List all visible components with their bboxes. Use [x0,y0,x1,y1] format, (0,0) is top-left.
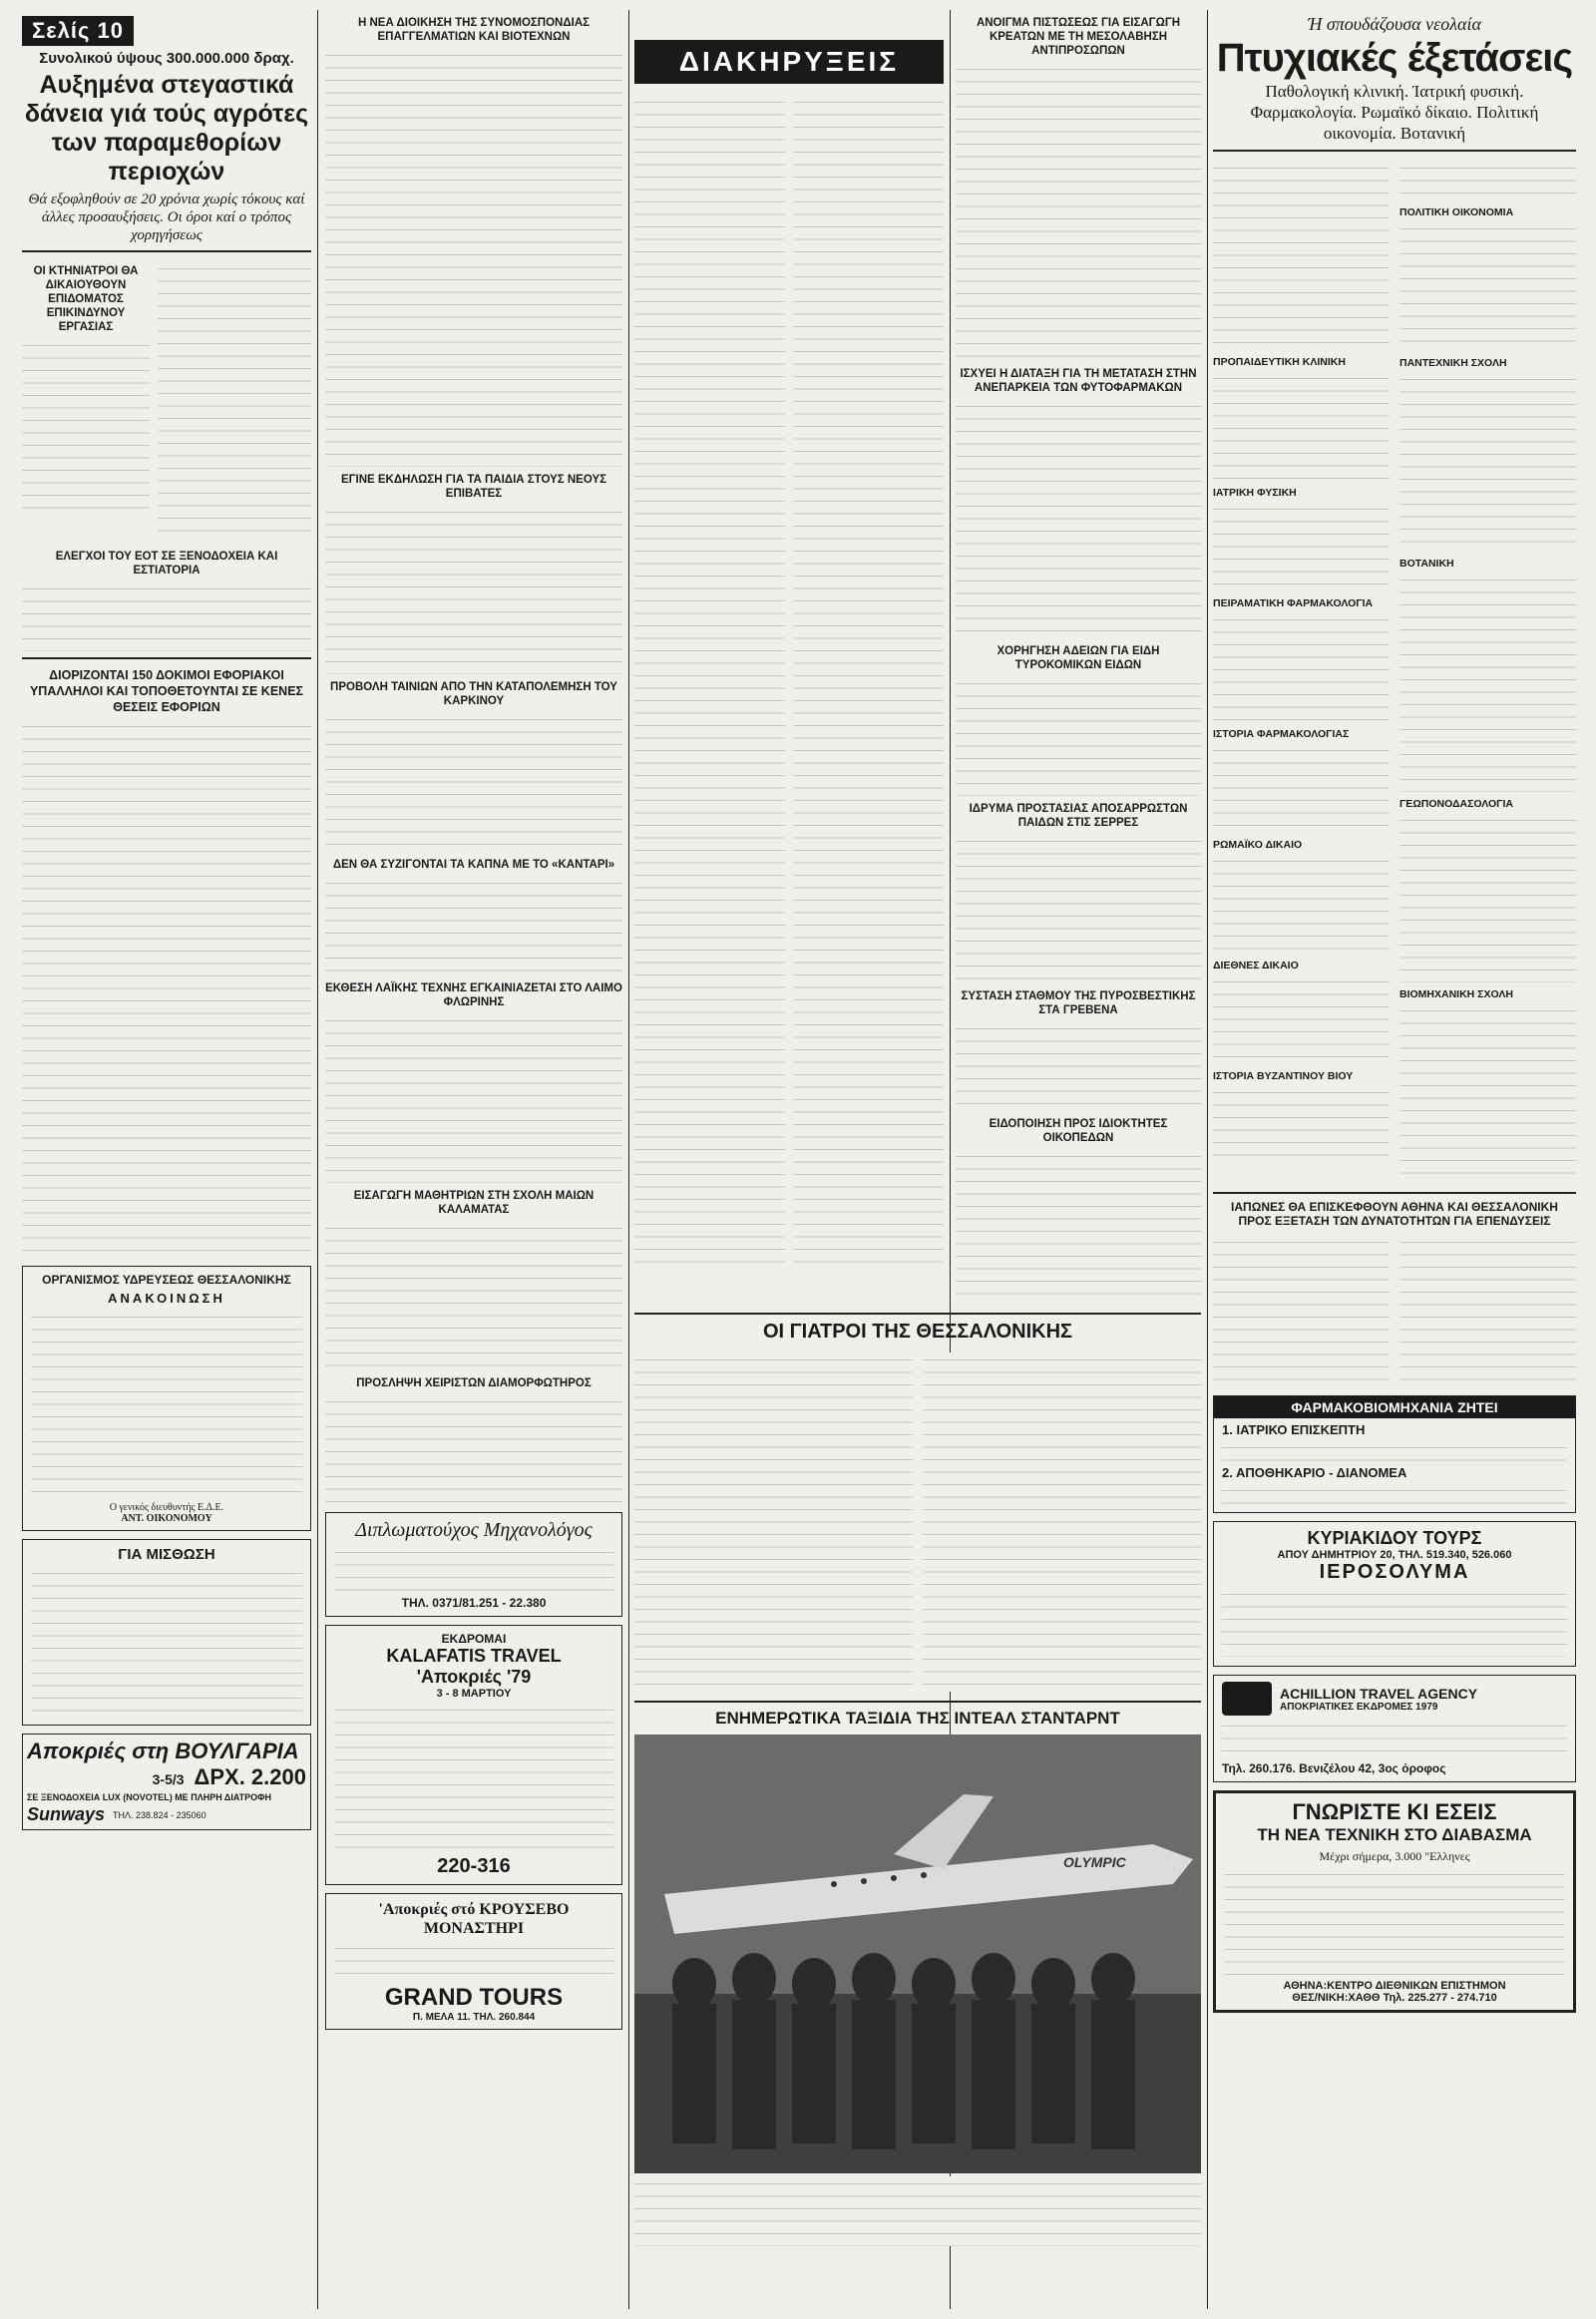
article-body [1399,161,1576,200]
article-headline: ΠΡΟΒΟΛΗ ΤΑΙΝΙΩΝ ΑΠΟ ΤΗΝ ΚΑΤΑΠΟΛΕΜΗΣΗ ΤΟΥ ΚΑΡΚΙΝΟΥ [330,681,617,707]
plane-label: OLYMPIC [1063,1854,1126,1870]
column-rule [1207,10,1208,2309]
photo-caption [634,2176,1201,2246]
ad-body [334,1941,613,1981]
notice-title: ΟΡΓΑΝΙΣΜΟΣ ΥΔΡΕΥΣΕΩΣ ΘΕΣΣΑΛΟΝΙΚΗΣ [42,1273,291,1287]
ad-item: 1. ΙΑΤΡΙΚΟ ΕΠΙΣΚΕΠΤΗ [1222,1422,1366,1437]
ad-phone: ΘΕΣ/ΝΙΚΗ:ΧΑΘΘ Τηλ. 225.277 - 274.710 [1292,1992,1497,2004]
article-body [325,48,622,467]
article-headline: ΠΡΟΣΛΗΨΗ ΧΕΙΡΙΣΤΩΝ ΔΙΑΜΟΡΦΩΤΗΡΟΣ [356,1377,592,1389]
ad-price: ΔΡΧ. 2.200 [194,1764,306,1789]
ad-item: 2. ΑΠΟΘΗΚΑΡΙΟ - ΔΙΑΝΟΜΕΑ [1222,1465,1407,1480]
ad-brand: GRAND TOURS [384,1984,564,2011]
ad-title: 'Αποκριές στό ΚΡΟΥΣΕΒΟ ΜΟΝΑΣΤΗΡΙ [378,1901,570,1937]
article-body [1213,1235,1390,1384]
ad-subtitle: ΤΗ ΝΕΑ ΤΕΧΝΙΚΗ ΣΤΟ ΔΙΑΒΑΣΜΑ [1257,1825,1532,1844]
article-headline: ΑΝΟΙΓΜΑ ΠΙΣΤΩΣΕΩΣ ΓΙΑ ΕΙΣΑΓΩΓΗ ΚΡΕΑΤΩΝ ΜΕ ΤΗ ΜΕΣΟΛΑΒΗΣΗ ΑΝΤΙΠΡΟΣΩΠΩΝ [976,17,1181,57]
article-body [1213,854,1390,954]
ad-count: Μέχρι σήμερα, 3.000 "Ελληνες [1319,1849,1470,1863]
divider [22,657,311,659]
article-body [956,676,1201,796]
article-headline: ΕΙΔΟΠΟΙΗΣΗ ΠΡΟΣ ΙΔΙΟΚΤΗΤΕΣ ΟΙΚΟΠΕΔΩΝ [989,1118,1168,1144]
doctors-directory [634,1307,1201,2249]
article-headline: ΔΕΝ ΘΑ ΣΥΖΙΓΟΝΤΑΙ ΤΑ ΚΑΠΝΑ ΜΕ ΤΟ «ΚΑΝΤΑΡΙ» [332,859,615,871]
article-headline: ΣΥΣΤΑΣΗ ΣΤΑΘΜΟΥ ΤΗΣ ΠΥΡΟΣΒΕΣΤΙΚΗΣ ΣΤΑ ΓΡΕΒΕΝΑ [961,990,1196,1016]
article-body [1213,161,1390,350]
ad-achillion [1213,1675,1576,1782]
section-subhead: ΙΑΤΡΙΚΗ ΦΥΣΙΚΗ [1213,487,1297,499]
article-body [325,1013,622,1183]
ad-date: 3 - 8 ΜΑΡΤΙΟΥ [436,1688,512,1700]
article-body [1213,1085,1390,1165]
plane-icon [634,1735,1201,2173]
article-headline: ΟΙ ΚΤΗΝΙΑΤΡΟΙ ΘΑ ΔΙΚΑΙΟΥΘΟΥΝ ΕΠΙΔΟΜΑΤΟΣ ΕΠΙΚΙΝΔΥΝΟΥ ΕΡΓΑΣΙΑΣ [33,265,139,333]
ad-title: ΦΑΡΜΑΚΟΒΙΟΜΗΧΑΝΙΑ ΖΗΤΕΙ [1214,1396,1575,1418]
ad-reading [1213,1790,1576,2013]
ad-body [1222,1719,1567,1758]
article-body [1213,502,1390,591]
kicker: Ή σπουδάζουσα νεολαία [1308,14,1481,34]
ad-destination: ΙΕΡΟΣΟΛΥΜΑ [1319,1561,1470,1583]
article-body [1399,221,1576,351]
article-body [1213,974,1390,1064]
article-body [956,1149,1201,1299]
page-logo: Σελίς 10 [22,16,311,46]
notice-signature: Ο γενικός διευθυντής Ε.Δ.Ε. [109,1502,224,1513]
section-subhead: ΔΙΕΘΝΕΣ ΔΙΚΑΙΟ [1213,960,1299,971]
article-body [956,399,1201,638]
divider [1213,1192,1576,1194]
section-subhead: ΙΣΤΟΡΙΑ ΦΑΡΜΑΚΟΛΟΓΙΑΣ [1213,728,1350,740]
ad-phone: 220-316 [437,1855,511,1877]
article-headline: ΙΔΡΥΜΑ ΠΡΟΣΤΑΣΙΑΣ ΑΠΟΣΑΡΡΩΣΤΩΝ ΠΑΙΔΩΝ ΣΤΙΣ ΣΕΡΡΕΣ [969,803,1188,829]
ad-footer: ΑΘΗΝΑ:ΚΕΝΤΡΟ ΔΙΕΘΝΙΚΩΝ ΕΠΙΣΤΗΜΟΝ [1283,1980,1506,1992]
exams-article [1213,158,1576,1186]
side-article [22,258,150,544]
ad-body [1222,1587,1567,1657]
article-headline: ΧΟΡΗΓΗΣΗ ΑΔΕΙΩΝ ΓΙΑ ΕΙΔΗ ΤΥΡΟΚΟΜΙΚΩΝ ΕΙΔΩΝ [997,645,1160,671]
article-body [1399,813,1576,982]
article-headline: ΕΓΙΝΕ ΕΚΔΗΛΩΣΗ ΓΙΑ ΤΑ ΠΑΙΔΙΑ ΣΤΟΥΣ ΝΕΟΥΣ ΕΠΙΒΑΤΕΣ [340,474,607,500]
intea-title: ΕΝΗΜΕΡΩΤΙΚΑ ΤΑΞΙΔΙΑ ΤΗΣ ΙΝΤΕΑΛ ΣΤΑΝΤΑΡΝΤ [715,1709,1120,1728]
divider [22,250,311,252]
notice-body [31,1310,302,1499]
notice-box [22,1266,311,1531]
ad-kalafatis [325,1625,622,1885]
ad-phone: Π. ΜΕΛΑ 11. ΤΗΛ. 260.844 [412,2012,536,2023]
article-row [22,258,311,544]
article-body [1399,573,1576,792]
article-headline: ΙΑΠΩΝΕΣ ΘΑ ΕΠΙΣΚΕΦΘΟΥΝ ΑΘΗΝΑ ΚΑΙ ΘΕΣΣΑΛΟΝΙΚΗ ΠΡΟΣ ΕΞΕΤΑΣΗ ΤΩΝ ΔΥΝΑΤΟΤΗΤΩΝ ΓΙΑ ΕΠΕΝΔΥΣΕΙΣ [1231,1200,1558,1228]
article-body [1399,372,1576,552]
ad-body [1222,1440,1567,1462]
section-banner: ΔΙΑΚΗΡΥΞΕΙΣ [634,40,944,84]
notice-signature-name: ΑΝΤ. ΟΙΚΟΝΟΜΟΥ [121,1513,212,1524]
ad-title: ΚΥΡΙΑΚΙΔΟΥ ΤΟΥΡΣ [1307,1528,1482,1548]
kicker: Συνολικού ύψους 300.000.000 δραχ. [39,50,294,67]
rental-box [22,1539,311,1726]
ad-engineer [325,1512,622,1617]
article-body [325,712,622,852]
article-headline: ΔΙΟΡΙΖΟΝΤΑΙ 150 ΔΟΚΙΜΟΙ ΕΦΟΡΙΑΚΟΙ ΥΠΑΛΛΗΛΟΙ ΚΑΙ ΤΟΠΟΘΕΤΟΥΝΤΑΙ ΣΕ ΚΕΝΕΣ ΘΕΣΕΙΣ ΕΦΟΡΙΩΝ [29,668,304,714]
exams-right [1399,158,1576,1186]
section-subhead: ΠΡΟΠΑΙΔΕΥΤΙΚΗ ΚΛΙΝΙΚΗ [1213,356,1346,368]
section-subhead: ΙΣΤΟΡΙΑ ΒΥΖΑΝΤΙΝΟΥ ΒΙΟΥ [1213,1070,1354,1082]
doctor-listing [923,1353,1201,1692]
notice-subtitle: ΑΝΑΚΟΙΝΩΣΗ [108,1291,225,1306]
ad-head: ΕΚΔΡΟΜΑΙ [441,1632,507,1646]
headline: Πτυχιακές έξετάσεις [1216,36,1573,80]
rental-title: ΓΙΑ ΜΙΣΘΩΣΗ [118,1546,215,1563]
column-2 [325,10,622,2309]
ad-kyriakidou [1213,1521,1576,1667]
section-subhead: ΡΩΜΑΪΚΟ ΔΙΚΑΙΟ [1213,839,1303,851]
group-photo [634,1735,1201,2173]
doctor-listing [634,1353,913,1692]
ad-phone: Τηλ. 260.176. Βενιζέλου 42, 3ος όροφος [1222,1761,1446,1775]
column-1 [22,10,311,2309]
column-5 [1213,10,1576,2309]
ad-title: ΓΝΩΡΙΣΤΕ ΚΙ ΕΣΕΙΣ [1292,1799,1497,1824]
article-body [325,1221,622,1370]
ad-title: Αποκριές στη ΒΟΥΛΓΑΡΙΑ [27,1739,299,1763]
article-body [956,62,1201,361]
ad-subtitle: 'Αποκριές '79 [416,1667,532,1687]
ad-phone: ΤΗΛ. 0371/81.251 - 22.380 [401,1596,547,1610]
divider [1213,150,1576,152]
section-subhead: ΒΙΟΜΗΧΑΝΙΚΗ ΣΧΟΛΗ [1399,988,1513,1000]
article-body [956,834,1201,983]
article-body [325,1394,622,1504]
deck: Παθολογική κλινική. Ίατρική φυσική. Φαρμακολογία. Ρωμαϊκό δίκαιο. Πολιτική οικονομία. Βοτανική [1250,82,1539,143]
article-headline: ΕΙΣΑΓΩΓΗ ΜΑΘΗΤΡΙΩΝ ΣΤΗ ΣΧΟΛΗ ΜΑΙΩΝ ΚΑΛΑΜΑΤΑΣ [353,1190,595,1216]
achillion-logo-icon [1222,1682,1272,1716]
ad-body [1222,1483,1567,1505]
article-body [325,876,622,975]
section-subhead: ΠΑΝΤΕΧΝΙΚΗ ΣΧΟΛΗ [1399,357,1507,369]
headline: Αυξημένα στεγαστικά δάνεια γιά τούς αγρότες των παραμεθορίων περιοχών [24,71,309,186]
ad-body [1224,1867,1565,1977]
lead-article [158,258,311,544]
ad-brand: Sunways [27,1804,106,1824]
article-body [22,581,311,651]
column-rule [628,10,629,2309]
ad-title: Διπλωματούχος Μηχανολόγος [355,1519,593,1541]
rental-body [31,1566,302,1716]
column-rule [317,10,318,2309]
article-body [22,338,150,518]
section-subhead: ΠΟΛΙΤΙΚΗ ΟΙΚΟΝΟΜΙΑ [1399,206,1514,218]
doctors-title: ΟΙ ΓΙΑΤΡΟΙ ΤΗΣ ΘΕΣΣΑΛΟΝΙΚΗΣ [762,1321,1073,1343]
article-headline: ΙΣΧΥΕΙ Η ΔΙΑΤΑΞΗ ΓΙΑ ΤΗ ΜΕΤΑΤΑΣΗ ΣΤΗΝ ΑΝΕΠΑΡΚΕΙΑ ΤΩΝ ΦΥΤΟΦΑΡΜΑΚΩΝ [960,368,1197,394]
ad-title: ACHILLION TRAVEL AGENCY [1280,1685,1478,1702]
divider [634,1701,1201,1703]
section-subhead: ΒΟΤΑΝΙΚΗ [1399,558,1454,570]
ad-bulgaria [22,1734,311,1830]
ad-subtitle: ΑΠΟΚΡΙΑΤΙΚΕΣ ΕΚΔΡΟΜΕΣ 1979 [1280,1701,1438,1713]
ad-body [334,1545,613,1593]
article-body [1213,371,1390,481]
article-body [1399,1235,1576,1384]
article-body [158,261,311,541]
ad-phone: ΤΗΛ. 238.824 - 235060 [113,1809,206,1820]
article-headline: Η ΝΕΑ ΔΙΟΙΚΗΣΗ ΤΗΣ ΣΥΝΟΜΟΣΠΟΝΔΙΑΣ ΕΠΑΓΓΕΛΜΑΤΙΩΝ ΚΑΙ ΒΙΟΤΕΧΝΩΝ [357,17,591,43]
announcement-text [634,95,785,1272]
article-body [1213,743,1390,833]
ad-grand-tours [325,1893,622,2030]
ad-address: ΑΠΟΥ ΔΗΜΗΤΡΙΟΥ 20, ΤΗΛ. 519.340, 526.060 [1277,1549,1512,1561]
ad-line: ΣΕ ΞΕΝΟΔΟΧΕΙΑ LUX (NOVOTEL) ΜΕ ΠΛΗΡΗ ΔΙΑΤΡΟΦΗ [27,1792,271,1802]
ad-dates: 3-5/3 [152,1771,185,1787]
article-headline: ΕΚΘΕΣΗ ΛΑΪΚΗΣ ΤΕΧΝΗΣ ΕΓΚΑΙΝΙΑΖΕΤΑΙ ΣΤΟ ΛΑΙΜΟ ΦΛΩΡΙΝΗΣ [325,982,622,1008]
article-body [22,719,311,1258]
article-headline: ΕΛΕΓΧΟΙ ΤΟΥ ΕΟΤ ΣΕ ΞΕΝΟΔΟΧΕΙΑ ΚΑΙ ΕΣΤΙΑΤΟΡΙΑ [55,551,278,577]
exams-left [1213,158,1390,1186]
divider [634,1313,1201,1315]
ad-body [334,1703,613,1852]
article-body [1399,1003,1576,1183]
announcement-text [793,95,944,1272]
article-body [956,1021,1201,1111]
article-body [325,505,622,674]
section-subhead: ΓΕΩΠΟΝΟΔΑΣΟΛΟΓΙΑ [1399,798,1513,810]
ad-title: KALAFATIS TRAVEL [386,1646,562,1666]
announcements [634,92,944,1275]
article-body [1213,612,1390,722]
deck: Θά εξοφληθούν σε 20 χρόνια χωρίς τόκους καί άλλες προσαυξήσεις. Οι όροι καί ο τρόπος χορηγήσεως [28,192,305,243]
ad-pharma [1213,1395,1576,1513]
section-subhead: ΠΕΙΡΑΜΑΤΙΚΗ ΦΑΡΜΑΚΟΛΟΓΙΑ [1213,597,1374,609]
